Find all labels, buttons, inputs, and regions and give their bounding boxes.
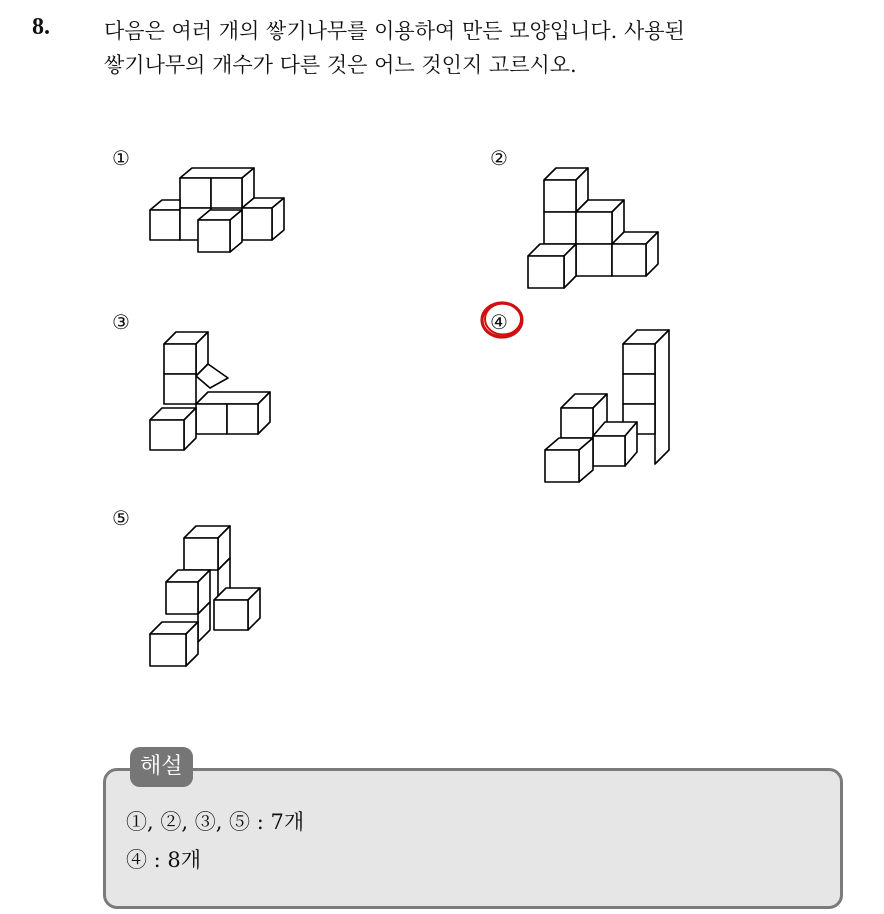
question-line-2: 쌓기나무의 개수가 다른 것은 어느 것인지 고르시오.	[104, 53, 577, 77]
block-figure-1-icon	[150, 168, 290, 258]
explanation-tag: 해설	[130, 747, 193, 787]
question-number: 8.	[32, 14, 50, 40]
question-line-1: 다음은 여러 개의 쌓기나무를 이용하여 만든 모양입니다. 사용된	[104, 19, 685, 43]
option-5-label[interactable]: ⑤	[112, 506, 130, 530]
explanation-line-2: ④ : 8개	[126, 848, 202, 872]
option-2-label[interactable]: ②	[490, 146, 508, 170]
block-figure-3-icon	[150, 328, 275, 453]
block-figure-5-icon	[150, 522, 265, 677]
option-3-label[interactable]: ③	[112, 310, 130, 334]
option-1-label[interactable]: ①	[112, 146, 130, 170]
explanation-box	[103, 768, 843, 909]
option-4-label[interactable]: ④	[490, 310, 508, 334]
block-figure-2-icon	[528, 168, 663, 293]
explanation-line-1: ①, ②, ③, ⑤ : 7개	[126, 810, 305, 834]
question-text	[104, 14, 874, 82]
answer-circle-icon	[479, 299, 525, 341]
block-figure-4-icon	[545, 330, 673, 486]
